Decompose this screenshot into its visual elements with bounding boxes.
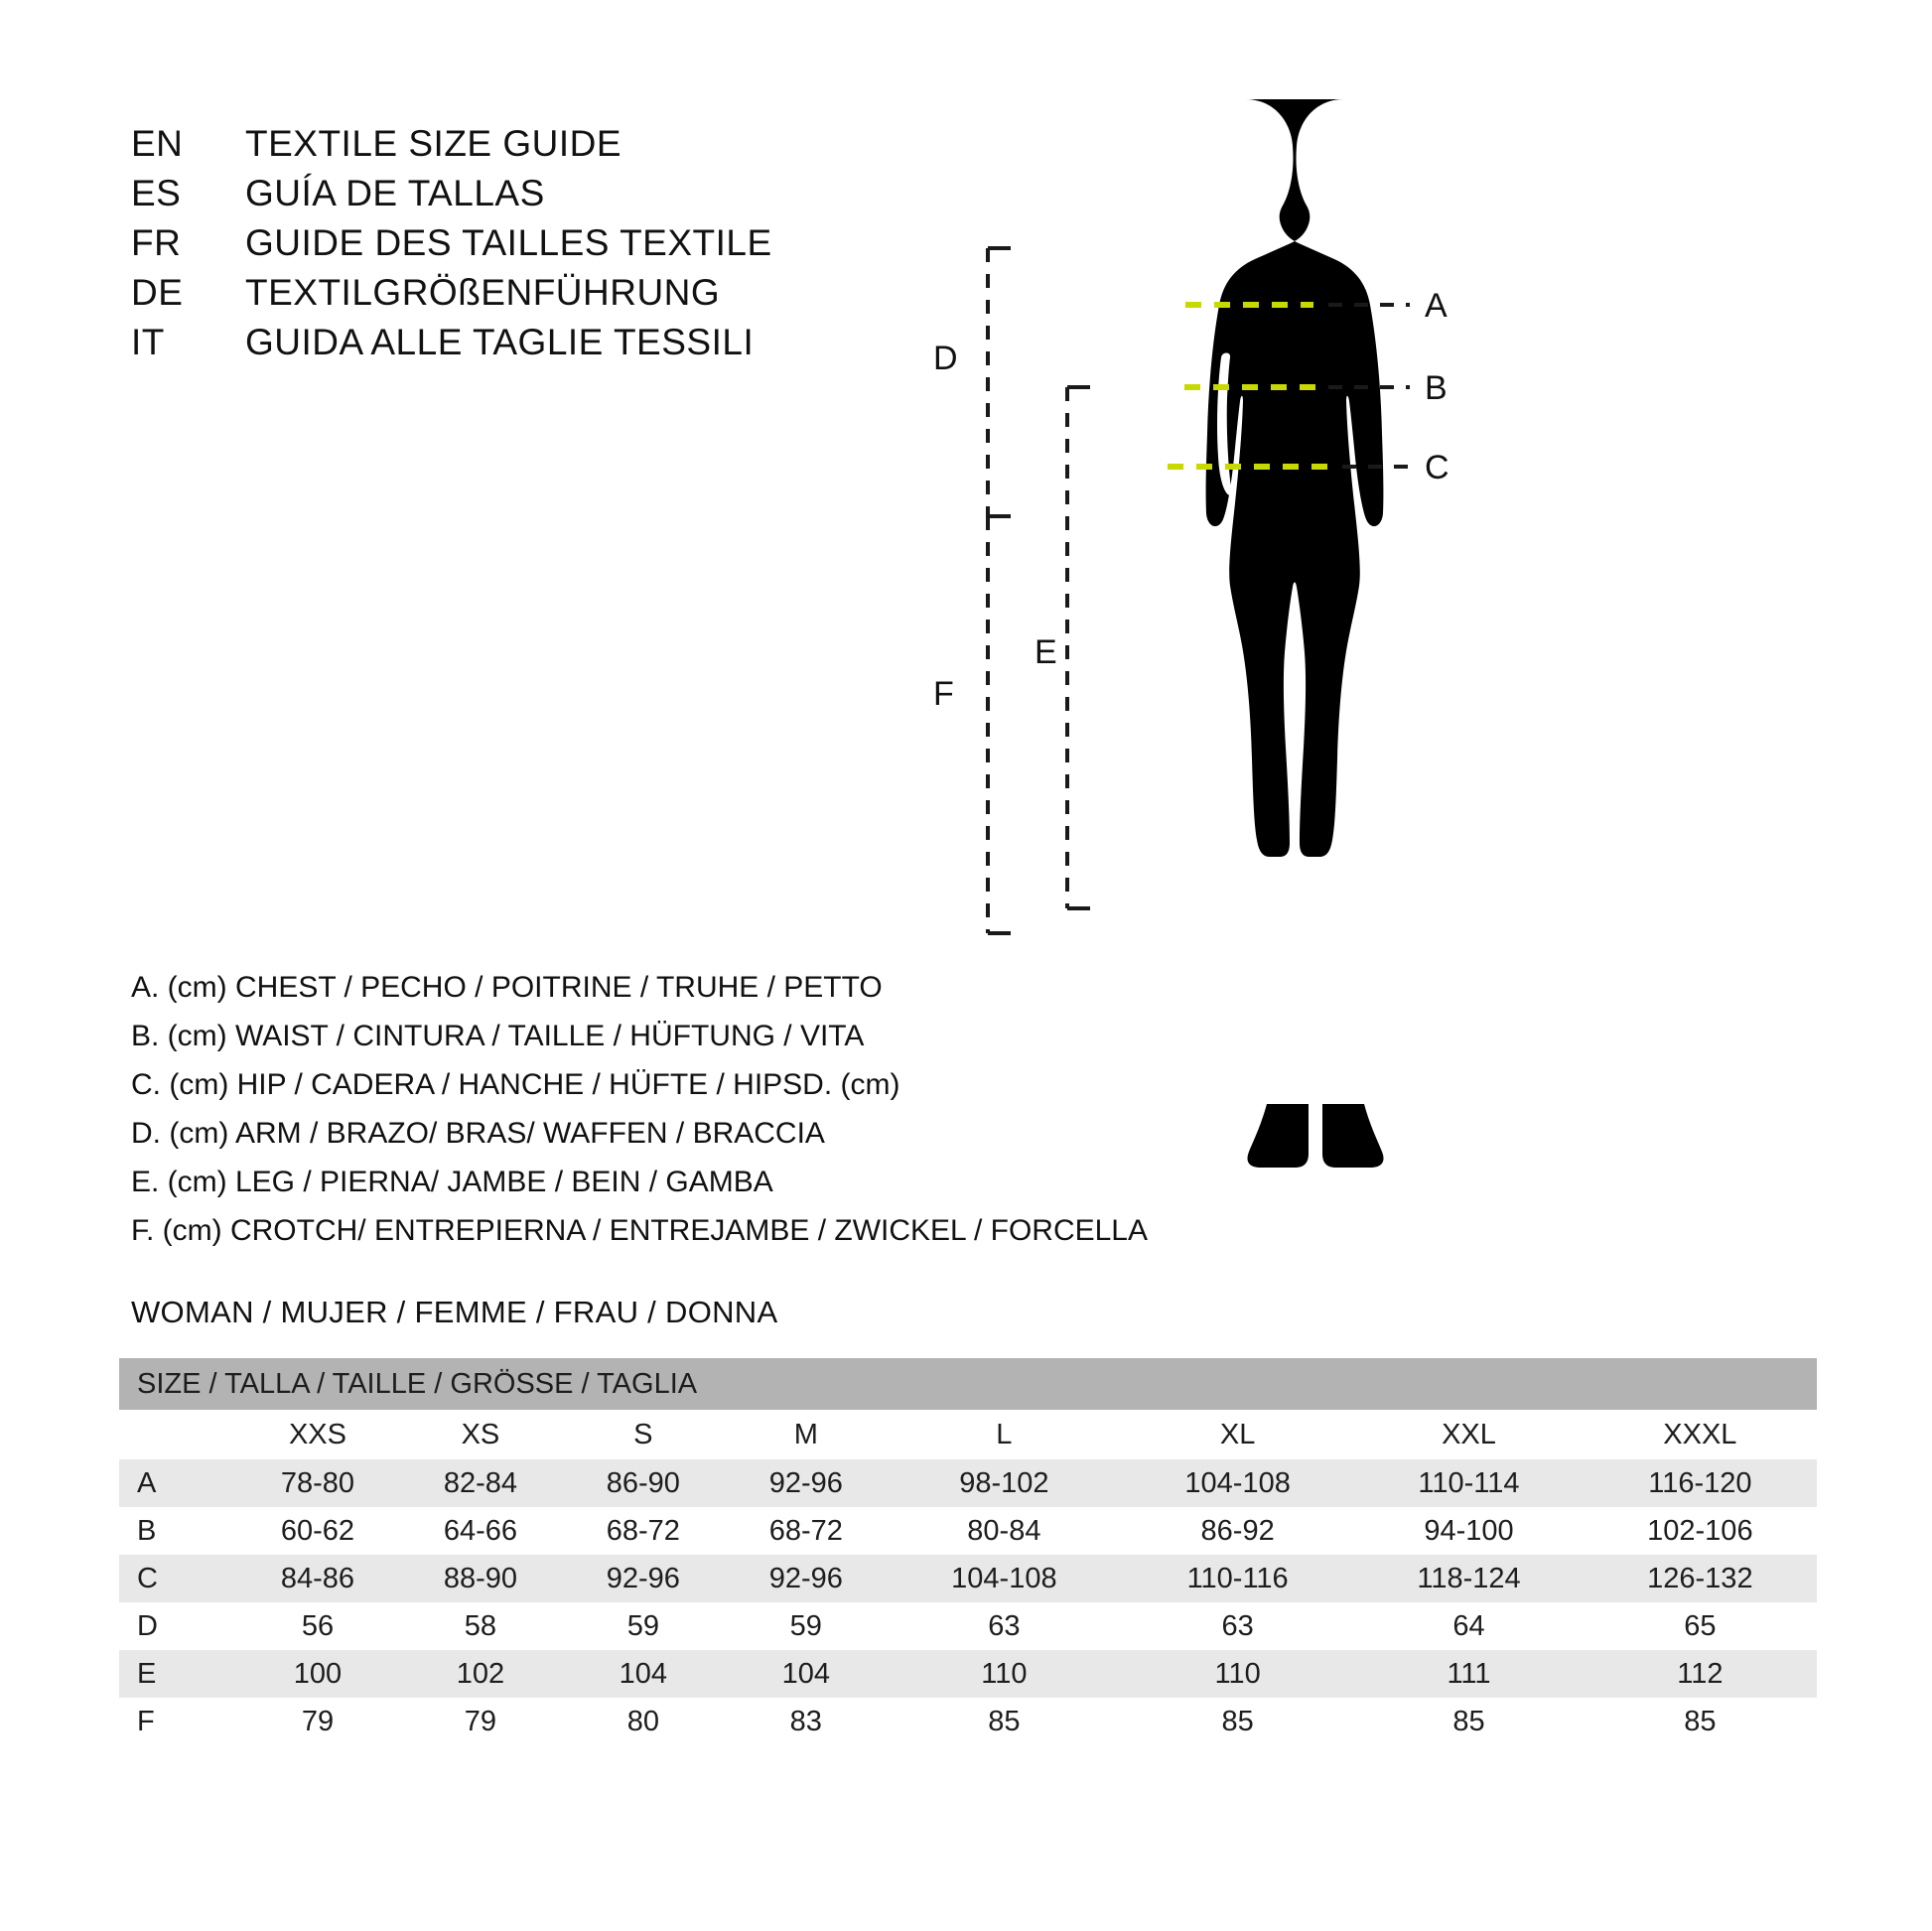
row-label-d: D bbox=[119, 1602, 236, 1650]
cell-a-xxl: 110-114 bbox=[1354, 1459, 1583, 1507]
cell-e-xxl: 111 bbox=[1354, 1650, 1583, 1698]
cell-e-l: 110 bbox=[888, 1650, 1121, 1698]
row-label-c: C bbox=[119, 1555, 236, 1602]
cell-f-xl: 85 bbox=[1121, 1698, 1354, 1745]
title-row bbox=[131, 318, 945, 367]
row-label-a: A bbox=[119, 1459, 236, 1507]
cell-c-s: 92-96 bbox=[562, 1555, 725, 1602]
group-caption: WOMAN / MUJER / FEMME / FRAU / DONNA bbox=[131, 1295, 778, 1329]
title-text-es: GUÍA DE TALLAS bbox=[245, 173, 545, 213]
table-row bbox=[119, 1650, 1817, 1698]
cell-c-l: 104-108 bbox=[888, 1555, 1121, 1602]
legend-row-f: F. (cm) CROTCH/ ENTREPIERNA / ENTREJAMBE / ZWICKEL / FORCELLA bbox=[131, 1214, 1148, 1247]
cell-d-xs: 58 bbox=[399, 1602, 562, 1650]
title-lang-fr: FR bbox=[131, 222, 182, 263]
title-row bbox=[131, 169, 945, 218]
cell-a-m: 92-96 bbox=[725, 1459, 888, 1507]
cell-d-xxxl: 65 bbox=[1584, 1602, 1817, 1650]
table-band-row bbox=[119, 1358, 1817, 1410]
cell-b-xl: 86-92 bbox=[1121, 1507, 1354, 1555]
cell-f-xxxl: 85 bbox=[1584, 1698, 1817, 1745]
col-header-xl: XL bbox=[1121, 1410, 1354, 1459]
cell-e-m: 104 bbox=[725, 1650, 888, 1698]
label-d: D bbox=[933, 340, 958, 377]
cell-a-l: 98-102 bbox=[888, 1459, 1121, 1507]
legend-row-a: A. (cm) CHEST / PECHO / POITRINE / TRUHE / PETTO bbox=[131, 971, 883, 1004]
table-band-label: SIZE / TALLA / TAILLE / GRÖSSE / TAGLIA bbox=[119, 1358, 1817, 1410]
table-row bbox=[119, 1555, 1817, 1602]
label-f: F bbox=[933, 675, 954, 713]
cell-f-l: 85 bbox=[888, 1698, 1121, 1745]
legend-row-e: E. (cm) LEG / PIERNA/ JAMBE / BEIN / GAMBA bbox=[131, 1166, 773, 1198]
col-header-xxs: XXS bbox=[236, 1410, 399, 1459]
cell-a-xxs: 78-80 bbox=[236, 1459, 399, 1507]
cell-c-xxl: 118-124 bbox=[1354, 1555, 1583, 1602]
cell-c-xs: 88-90 bbox=[399, 1555, 562, 1602]
col-header-m: M bbox=[725, 1410, 888, 1459]
label-c: C bbox=[1425, 449, 1449, 486]
cell-f-xs: 79 bbox=[399, 1698, 562, 1745]
bracket-f bbox=[988, 516, 1011, 933]
title-row bbox=[131, 119, 945, 169]
title-lang-en: EN bbox=[131, 123, 184, 164]
cell-e-xxxl: 112 bbox=[1584, 1650, 1817, 1698]
row-label-e: E bbox=[119, 1650, 236, 1698]
cell-a-s: 86-90 bbox=[562, 1459, 725, 1507]
cell-b-m: 68-72 bbox=[725, 1507, 888, 1555]
label-b: B bbox=[1425, 369, 1448, 407]
cell-b-xxl: 94-100 bbox=[1354, 1507, 1583, 1555]
cell-e-s: 104 bbox=[562, 1650, 725, 1698]
cell-c-xxs: 84-86 bbox=[236, 1555, 399, 1602]
row-label-b: B bbox=[119, 1507, 236, 1555]
table-row bbox=[119, 1698, 1817, 1745]
cell-b-xxs: 60-62 bbox=[236, 1507, 399, 1555]
cell-d-m: 59 bbox=[725, 1602, 888, 1650]
title-lang-de: DE bbox=[131, 272, 184, 313]
cell-b-xs: 64-66 bbox=[399, 1507, 562, 1555]
col-header-s: S bbox=[562, 1410, 725, 1459]
col-header-xs: XS bbox=[399, 1410, 562, 1459]
cell-f-s: 80 bbox=[562, 1698, 725, 1745]
title-text-de: TEXTILGRÖßENFÜHRUNG bbox=[245, 272, 721, 313]
cell-d-s: 59 bbox=[562, 1602, 725, 1650]
cell-d-xxl: 64 bbox=[1354, 1602, 1583, 1650]
bracket-e bbox=[1067, 387, 1090, 908]
cell-c-m: 92-96 bbox=[725, 1555, 888, 1602]
label-e: E bbox=[1035, 633, 1057, 671]
label-a: A bbox=[1425, 287, 1448, 325]
bracket-d bbox=[988, 248, 1011, 516]
cell-d-xxs: 56 bbox=[236, 1602, 399, 1650]
legend-row-d: D. (cm) ARM / BRAZO/ BRAS/ WAFFEN / BRACCIA bbox=[131, 1117, 825, 1150]
cell-d-xl: 63 bbox=[1121, 1602, 1354, 1650]
cell-d-l: 63 bbox=[888, 1602, 1121, 1650]
cell-c-xl: 110-116 bbox=[1121, 1555, 1354, 1602]
cell-b-l: 80-84 bbox=[888, 1507, 1121, 1555]
title-text-fr: GUIDE DES TAILLES TEXTILE bbox=[245, 222, 772, 263]
size-table bbox=[119, 1358, 1817, 1745]
legend-block bbox=[131, 963, 1243, 1255]
row-label-f: F bbox=[119, 1698, 236, 1745]
cell-a-xxxl: 116-120 bbox=[1584, 1459, 1817, 1507]
title-text-it: GUIDA ALLE TAGLIE TESSILI bbox=[245, 322, 755, 362]
cell-e-xxs: 100 bbox=[236, 1650, 399, 1698]
title-lang-es: ES bbox=[131, 173, 182, 213]
cell-e-xl: 110 bbox=[1121, 1650, 1354, 1698]
col-header-xxl: XXL bbox=[1354, 1410, 1583, 1459]
title-text-en: TEXTILE SIZE GUIDE bbox=[245, 123, 622, 164]
legend-row-c: C. (cm) HIP / CADERA / HANCHE / HÜFTE / HIPSD. (cm) bbox=[131, 1068, 900, 1101]
table-header-row bbox=[119, 1410, 1817, 1459]
table-corner-cell bbox=[119, 1410, 236, 1459]
col-header-xxxl: XXXL bbox=[1584, 1410, 1817, 1459]
cell-f-xxl: 85 bbox=[1354, 1698, 1583, 1745]
table-row bbox=[119, 1602, 1817, 1650]
cell-a-xl: 104-108 bbox=[1121, 1459, 1354, 1507]
title-row bbox=[131, 218, 945, 268]
cell-b-xxxl: 102-106 bbox=[1584, 1507, 1817, 1555]
cell-f-xxs: 79 bbox=[236, 1698, 399, 1745]
cell-f-m: 83 bbox=[725, 1698, 888, 1745]
cell-c-xxxl: 126-132 bbox=[1584, 1555, 1817, 1602]
table-row bbox=[119, 1459, 1817, 1507]
legend-row-b: B. (cm) WAIST / CINTURA / TAILLE / HÜFTUNG / VITA bbox=[131, 1020, 865, 1052]
cell-e-xs: 102 bbox=[399, 1650, 562, 1698]
title-row bbox=[131, 268, 945, 318]
table-row bbox=[119, 1507, 1817, 1555]
title-block bbox=[131, 119, 945, 367]
title-lang-it: IT bbox=[131, 322, 165, 362]
col-header-l: L bbox=[888, 1410, 1121, 1459]
cell-b-s: 68-72 bbox=[562, 1507, 725, 1555]
cell-a-xs: 82-84 bbox=[399, 1459, 562, 1507]
